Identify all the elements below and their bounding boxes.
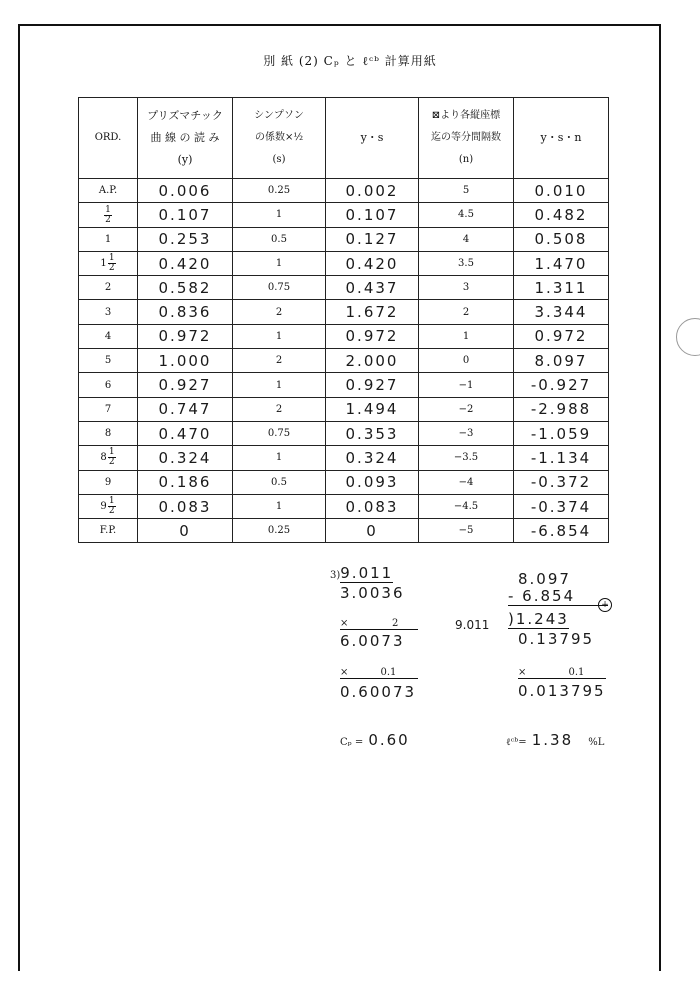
punch-hole [676,318,700,356]
cell-ord: $\frac{1}{2}$ [79,203,138,227]
cell-n: 0 [419,349,514,373]
cell-n: −2 [419,397,514,421]
cell-ord: 4 [79,324,138,348]
cell-ord: 8 [79,421,138,445]
lcb-times-01: × 0.1 [518,667,606,679]
cell-y: 0.747 [138,397,233,421]
cell-ysn: -0.372 [514,470,609,494]
cell-ysn: -2.988 [514,397,609,421]
cell-ysn: 0.972 [514,324,609,348]
lcb-difference: )1.243 [508,610,569,628]
table-row [79,397,609,421]
cp-division: 3)9.011 [330,564,394,582]
cell-n: 1 [419,324,514,348]
cell-s: 0.25 [233,179,326,203]
cell-ys: 0 [326,519,419,543]
cell-ys: 0.972 [326,324,419,348]
cell-s: 1 [233,324,326,348]
cell-ysn: 0.482 [514,203,609,227]
lcb-quotient: 0.13795 [518,630,595,648]
cell-n: −5 [419,519,514,543]
page-title: 別 紙 (2) Cₚ と ℓᶜᵇ 計算用紙 [263,54,437,68]
cell-n: −4 [419,470,514,494]
cell-ord: 2 [79,276,138,300]
header-n: ⊠より各縦座標 迄の等分間隔数 (n) [419,98,514,179]
cell-ord: F.P. [79,519,138,543]
table-header-row [79,98,609,179]
header-ord: ORD. [79,98,138,179]
cell-ord: 9 $\frac{1}{2}$ [79,494,138,518]
cell-ord: 3 [79,300,138,324]
header-s: シンプソン の係数×½ (s) [233,98,326,179]
lcb-positive-sum: 8.097 [518,570,571,588]
cell-s: 0.5 [233,470,326,494]
cell-ysn: 1.311 [514,276,609,300]
cell-y: 0.470 [138,421,233,445]
cell-ord: 1 $\frac{1}{2}$ [79,251,138,275]
cell-ysn: 3.344 [514,300,609,324]
cell-s: 2 [233,300,326,324]
cell-s: 0.75 [233,421,326,445]
table-row [79,276,609,300]
cell-ys: 0.083 [326,494,419,518]
table-row [79,300,609,324]
cell-ord: 9 [79,470,138,494]
table-row [79,203,609,227]
cell-n: 3 [419,276,514,300]
cell-ys: 0.127 [326,227,419,251]
table-row [79,373,609,397]
cell-y: 0.006 [138,179,233,203]
cell-ord: 7 [79,397,138,421]
cell-n: −3.5 [419,446,514,470]
cell-ysn: -1.134 [514,446,609,470]
cell-ys: 2.000 [326,349,419,373]
lcb-divisor: 9.011 [455,618,490,632]
cell-ys: 0.420 [326,251,419,275]
cell-y: 0.420 [138,251,233,275]
cell-s: 1 [233,494,326,518]
cell-ord: 1 [79,227,138,251]
header-y: プリズマチック 曲 線 の 読 み (y) [138,98,233,179]
cell-s: 2 [233,349,326,373]
cell-y: 0.253 [138,227,233,251]
cell-y: 0.083 [138,494,233,518]
cell-ysn: -0.374 [514,494,609,518]
table-row [79,446,609,470]
cell-s: 1 [233,446,326,470]
cell-y: 0.836 [138,300,233,324]
cell-n: −4.5 [419,494,514,518]
cell-n: 3.5 [419,251,514,275]
cell-ys: 0.093 [326,470,419,494]
header-ysn: y・s・n [514,98,609,179]
cell-y: 1.000 [138,349,233,373]
lcb-negative-sum: - 6.854 [508,587,608,606]
table-row [79,179,609,203]
cell-s: 0.75 [233,276,326,300]
cell-y: 0.927 [138,373,233,397]
cell-ysn: -6.854 [514,519,609,543]
cell-s: 1 [233,251,326,275]
table-row [79,421,609,445]
cell-y: 0 [138,519,233,543]
cell-ysn: 0.010 [514,179,609,203]
cell-y: 0.324 [138,446,233,470]
cell-ysn: -1.059 [514,421,609,445]
cp-times-01: × 0.1 [340,667,418,679]
cp-product-2: 0.60073 [340,683,417,701]
cell-y: 0.107 [138,203,233,227]
cell-y: 0.186 [138,470,233,494]
cell-ys: 1.672 [326,300,419,324]
cell-s: 1 [233,203,326,227]
cell-ord: A.P. [79,179,138,203]
cell-ys: 0.107 [326,203,419,227]
cell-ysn: 1.470 [514,251,609,275]
cp-product-1: 6.0073 [340,632,405,650]
lcb-product: 0.013795 [518,682,606,700]
cell-ysn: 8.097 [514,349,609,373]
cell-n: 5 [419,179,514,203]
cell-n: −3 [419,421,514,445]
lcb-plus-mark: + [598,598,612,612]
cell-s: 0.5 [233,227,326,251]
cell-y: 0.972 [138,324,233,348]
cell-ord: 5 [79,349,138,373]
table-row [79,349,609,373]
cell-ys: 0.353 [326,421,419,445]
cell-ys: 1.494 [326,397,419,421]
cell-ys: 0.437 [326,276,419,300]
cp-result: Cₚ = 0.60 [340,731,410,749]
cell-s: 2 [233,397,326,421]
cell-n: −1 [419,373,514,397]
cell-s: 1 [233,373,326,397]
cell-ord: 8 $\frac{1}{2}$ [79,446,138,470]
cell-ysn: -0.927 [514,373,609,397]
table-body [79,179,609,543]
table-row [79,251,609,275]
header-ys: y・s [326,98,419,179]
cp-quotient: 3.0036 [340,584,405,602]
cell-ord: 6 [79,373,138,397]
lcb-result: ℓᶜᵇ= 1.38 %L [506,731,605,749]
cell-y: 0.582 [138,276,233,300]
table-row [79,470,609,494]
cp-times-2: × 2 [340,618,418,630]
cell-ysn: 0.508 [514,227,609,251]
table-row [79,494,609,518]
cell-n: 4.5 [419,203,514,227]
table-row [79,519,609,543]
calculation-table [78,97,609,543]
cell-n: 4 [419,227,514,251]
cell-n: 2 [419,300,514,324]
cell-ys: 0.927 [326,373,419,397]
cell-ys: 0.002 [326,179,419,203]
cell-ys: 0.324 [326,446,419,470]
cell-s: 0.25 [233,519,326,543]
table-row [79,227,609,251]
table-row [79,324,609,348]
